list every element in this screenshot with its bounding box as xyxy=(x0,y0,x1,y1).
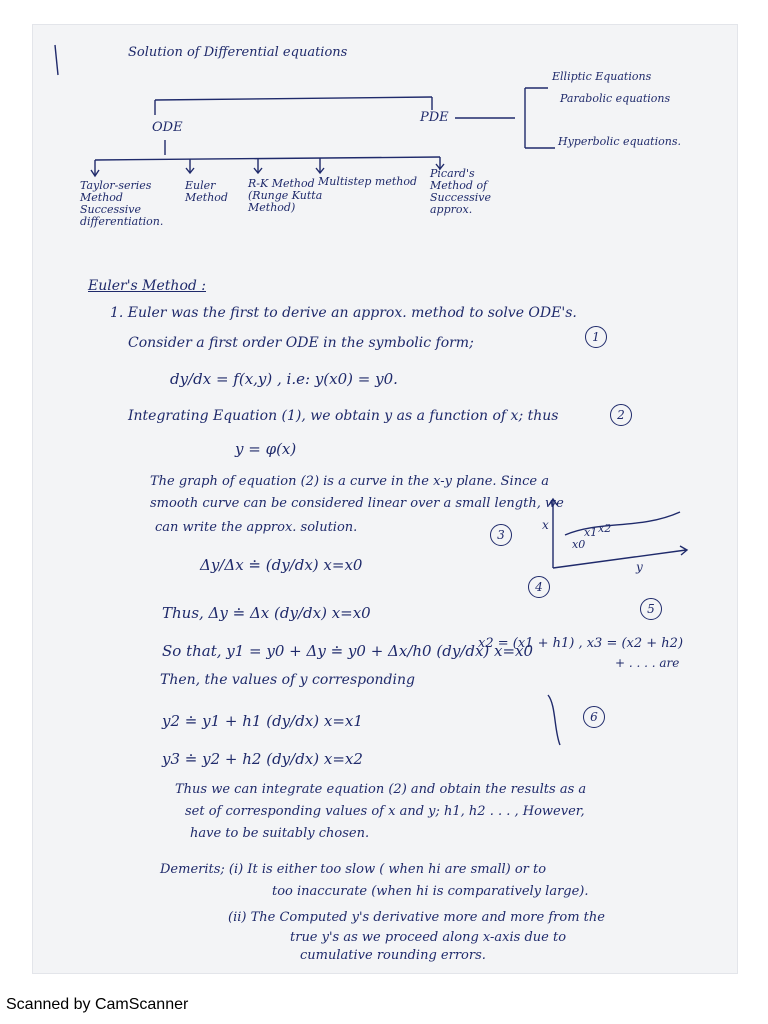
equation-tag: 6 xyxy=(583,706,605,728)
equation-tag: 4 xyxy=(528,576,550,598)
text-line: have to be suitably chosen. xyxy=(190,826,370,841)
pde-type-elliptic: Elliptic Equations xyxy=(552,70,652,83)
equation-tag: 2 xyxy=(610,404,632,426)
ode-method-picard: Picard's Method of Successive approx. xyxy=(430,167,491,217)
pde-type-hyperbolic: Hyperbolic equations. xyxy=(558,135,681,148)
graph-axis-label-y: y xyxy=(636,560,643,574)
equation: y3 ≐ y2 + h2 (dy/dx) x=x2 xyxy=(162,750,363,768)
ode-method-euler: Euler Method xyxy=(185,179,228,205)
text-line: cumulative rounding errors. xyxy=(300,948,486,963)
text-line: (ii) The Computed y's derivative more and more from the xyxy=(228,910,605,925)
equation: y = φ(x) xyxy=(235,440,297,458)
text-line: Consider a first order ODE in the symbolic form; xyxy=(128,335,474,351)
scanner-watermark: Scanned by CamScanner xyxy=(6,996,189,1013)
ode-method-multistep: Multistep method xyxy=(318,175,418,188)
equation: y2 ≐ y1 + h1 (dy/dx) x=x1 xyxy=(162,712,363,730)
equation-tag: 3 xyxy=(490,524,512,546)
graph-point-label: x1 xyxy=(584,526,598,539)
ode-method-taylor: Taylor-series Method Successive differentiation. xyxy=(80,179,164,229)
equation-tag: 1 xyxy=(585,326,607,348)
equation: Δy/Δx ≐ (dy/dx) x=x0 xyxy=(200,556,363,574)
equation: dy/dx = f(x,y) , i.e: y(x0) = y0. xyxy=(170,370,398,388)
page-title: Solution of Differential equations xyxy=(128,45,348,60)
text-line: The graph of equation (2) is a curve in the x-y plane. Since a xyxy=(150,474,549,489)
text-line: too inaccurate (when hi is comparatively large). xyxy=(272,884,589,899)
ode-method-rk: R-K Method (Runge Kutta Method) xyxy=(248,177,323,215)
section-heading: Euler's Method : xyxy=(88,278,206,294)
text-line: Demerits; (i) It is either too slow ( when hi are small) or to xyxy=(160,862,547,877)
graph-axis-label-x: x xyxy=(542,518,549,532)
ode-node: ODE xyxy=(152,120,183,135)
graph-point-label: x0 xyxy=(572,538,586,551)
text-line: Then, the values of y corresponding xyxy=(160,672,415,688)
text-line: x2 = (x1 + h1) , x3 = (x2 + h2) xyxy=(478,636,684,651)
pde-type-parabolic: Parabolic equations xyxy=(560,92,671,105)
pde-node: PDE xyxy=(420,110,449,125)
text-line: + . . . . are xyxy=(615,656,680,670)
text-line: Thus we can integrate equation (2) and obtain the results as a xyxy=(175,782,587,797)
equation-tag: 5 xyxy=(640,598,662,620)
text-line: set of corresponding values of x and y; h1, h2 . . . , However, xyxy=(185,804,585,819)
graph-point-label: x2 xyxy=(598,522,612,535)
text-line: 1. Euler was the first to derive an approx. method to solve ODE's. xyxy=(110,305,577,321)
text-line: can write the approx. solution. xyxy=(155,520,358,535)
equation: So that, y1 = y0 + Δy ≐ y0 + Δx/h0 (dy/dx) x=x0 xyxy=(162,642,534,660)
text-line: smooth curve can be considered linear over a small length, we xyxy=(150,496,564,511)
text-line: Integrating Equation (1), we obtain y as a function of x; thus xyxy=(128,408,559,424)
equation: Thus, Δy ≐ Δx (dy/dx) x=x0 xyxy=(162,604,371,622)
text-line: true y's as we proceed along x-axis due to xyxy=(290,930,567,945)
